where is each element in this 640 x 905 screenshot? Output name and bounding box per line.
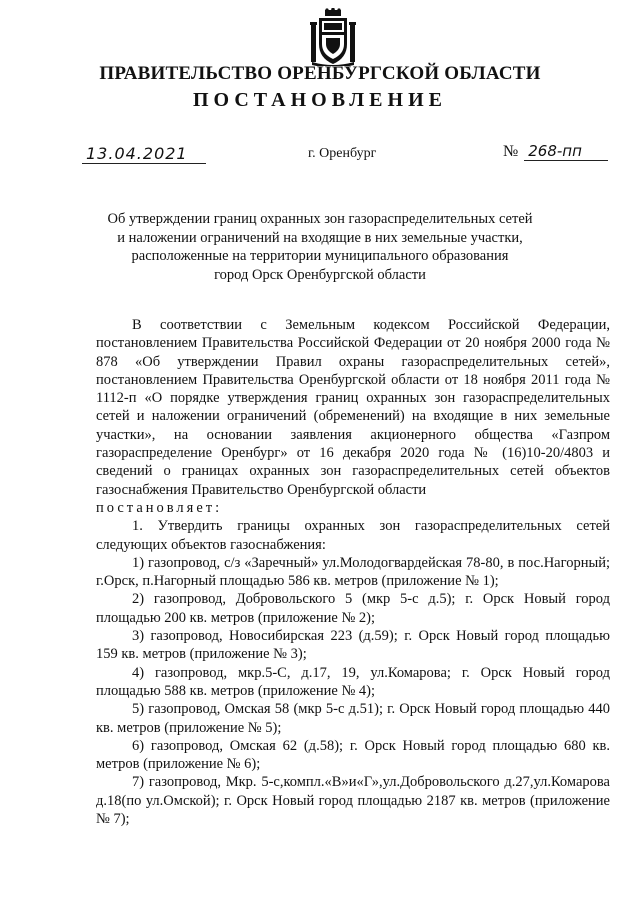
list-item: 5) газопровод, Омская 58 (мкр 5-с д.51); г. Орск Новый город площадью 440 кв. метров (приложение № 5); [96,701,610,736]
title-line: расположенные на территории муниципального образования [131,248,509,264]
title-line: и наложении ограничений на входящие в них земельные участки, [117,229,523,246]
document-title [60,210,580,284]
list-item: 4) газопровод, мкр.5-С, д.17, 19, ул.Комарова; г. Орск Новый город площадью 588 кв. метров (приложение № 4); [96,664,610,699]
document-date: 13.04.2021 [82,144,206,164]
orenburg-coat-of-arms-icon [308,8,358,66]
list-item: 3) газопровод, Новосибирская 223 (д.59); г. Орск Новый город площадью 159 кв. метров (приложение № 3); [96,628,610,663]
resolves-phrase: постановляет: [96,499,223,516]
document-type: ПОСТАНОВЛЕНИЕ [193,89,447,111]
title-line: Об утверждении границ охранных зон газораспределительных сетей [107,211,533,227]
number-sign: № [503,143,519,160]
preamble-paragraph: В соответствии с Земельным кодексом Российской Федерации, постановлением Правительства Российской Федерации от 20 ноября 2000 года № 878 «Об утверждении Правил охраны газораспределительных сетей», постановлением Правительства Оренбургской области от 18 ноября 2011 года № 1112-п «О порядке утверждения границ охранных зон газораспределительных сетей и наложении ограничений (обременений) на входящие в них земельные участки», на основании заявления акционерного общества «Газпром газораспределение Оренбург» от 16 декабря 2020 года № (16)10-20/4803 и сведений о границах охранных зон газораспределительных сетей объектов газоснабжения Правительство Оренбургской области [96,317,610,498]
issuing-authority: ПРАВИТЕЛЬСТВО ОРЕНБУРГСКОЙ ОБЛАСТИ [99,63,541,84]
document-meta [0,140,640,168]
list-item: 2) газопровод, Добровольского 5 (мкр 5-с д.5); г. Орск Новый город площадью 200 кв. метров (приложение № 2); [96,591,610,626]
list-item: 6) газопровод, Омская 62 (д.58); г. Орск Новый город площадью 680 кв. метров (приложение № 6); [96,737,610,773]
title-line: город Орск Оренбургской области [214,266,426,283]
list-item: 1) газопровод, с/з «Заречный» ул.Молодогвардейская 78-80, в пос.Нагорный; г.Орск, п.Нагорный площадью 586 кв. метров (приложение № 1); [96,554,610,590]
document-number: 268-пп [524,142,608,161]
document-city: г. Оренбург [308,146,377,161]
document-body [96,316,610,828]
document-number-field [503,142,608,161]
list-item: 1. Утвердить границы охранных зон газораспределительных сетей следующих объектов газоснабжения: [96,518,610,553]
list-item: 7) газопровод, Мкр. 5-с,компл.«В»и«Г»,ул.Добровольского д.27,ул.Комарова д.18(по ул.Омской); г. Орск Новый город площадью 2187 кв. метров (приложение № 7); [96,774,610,828]
